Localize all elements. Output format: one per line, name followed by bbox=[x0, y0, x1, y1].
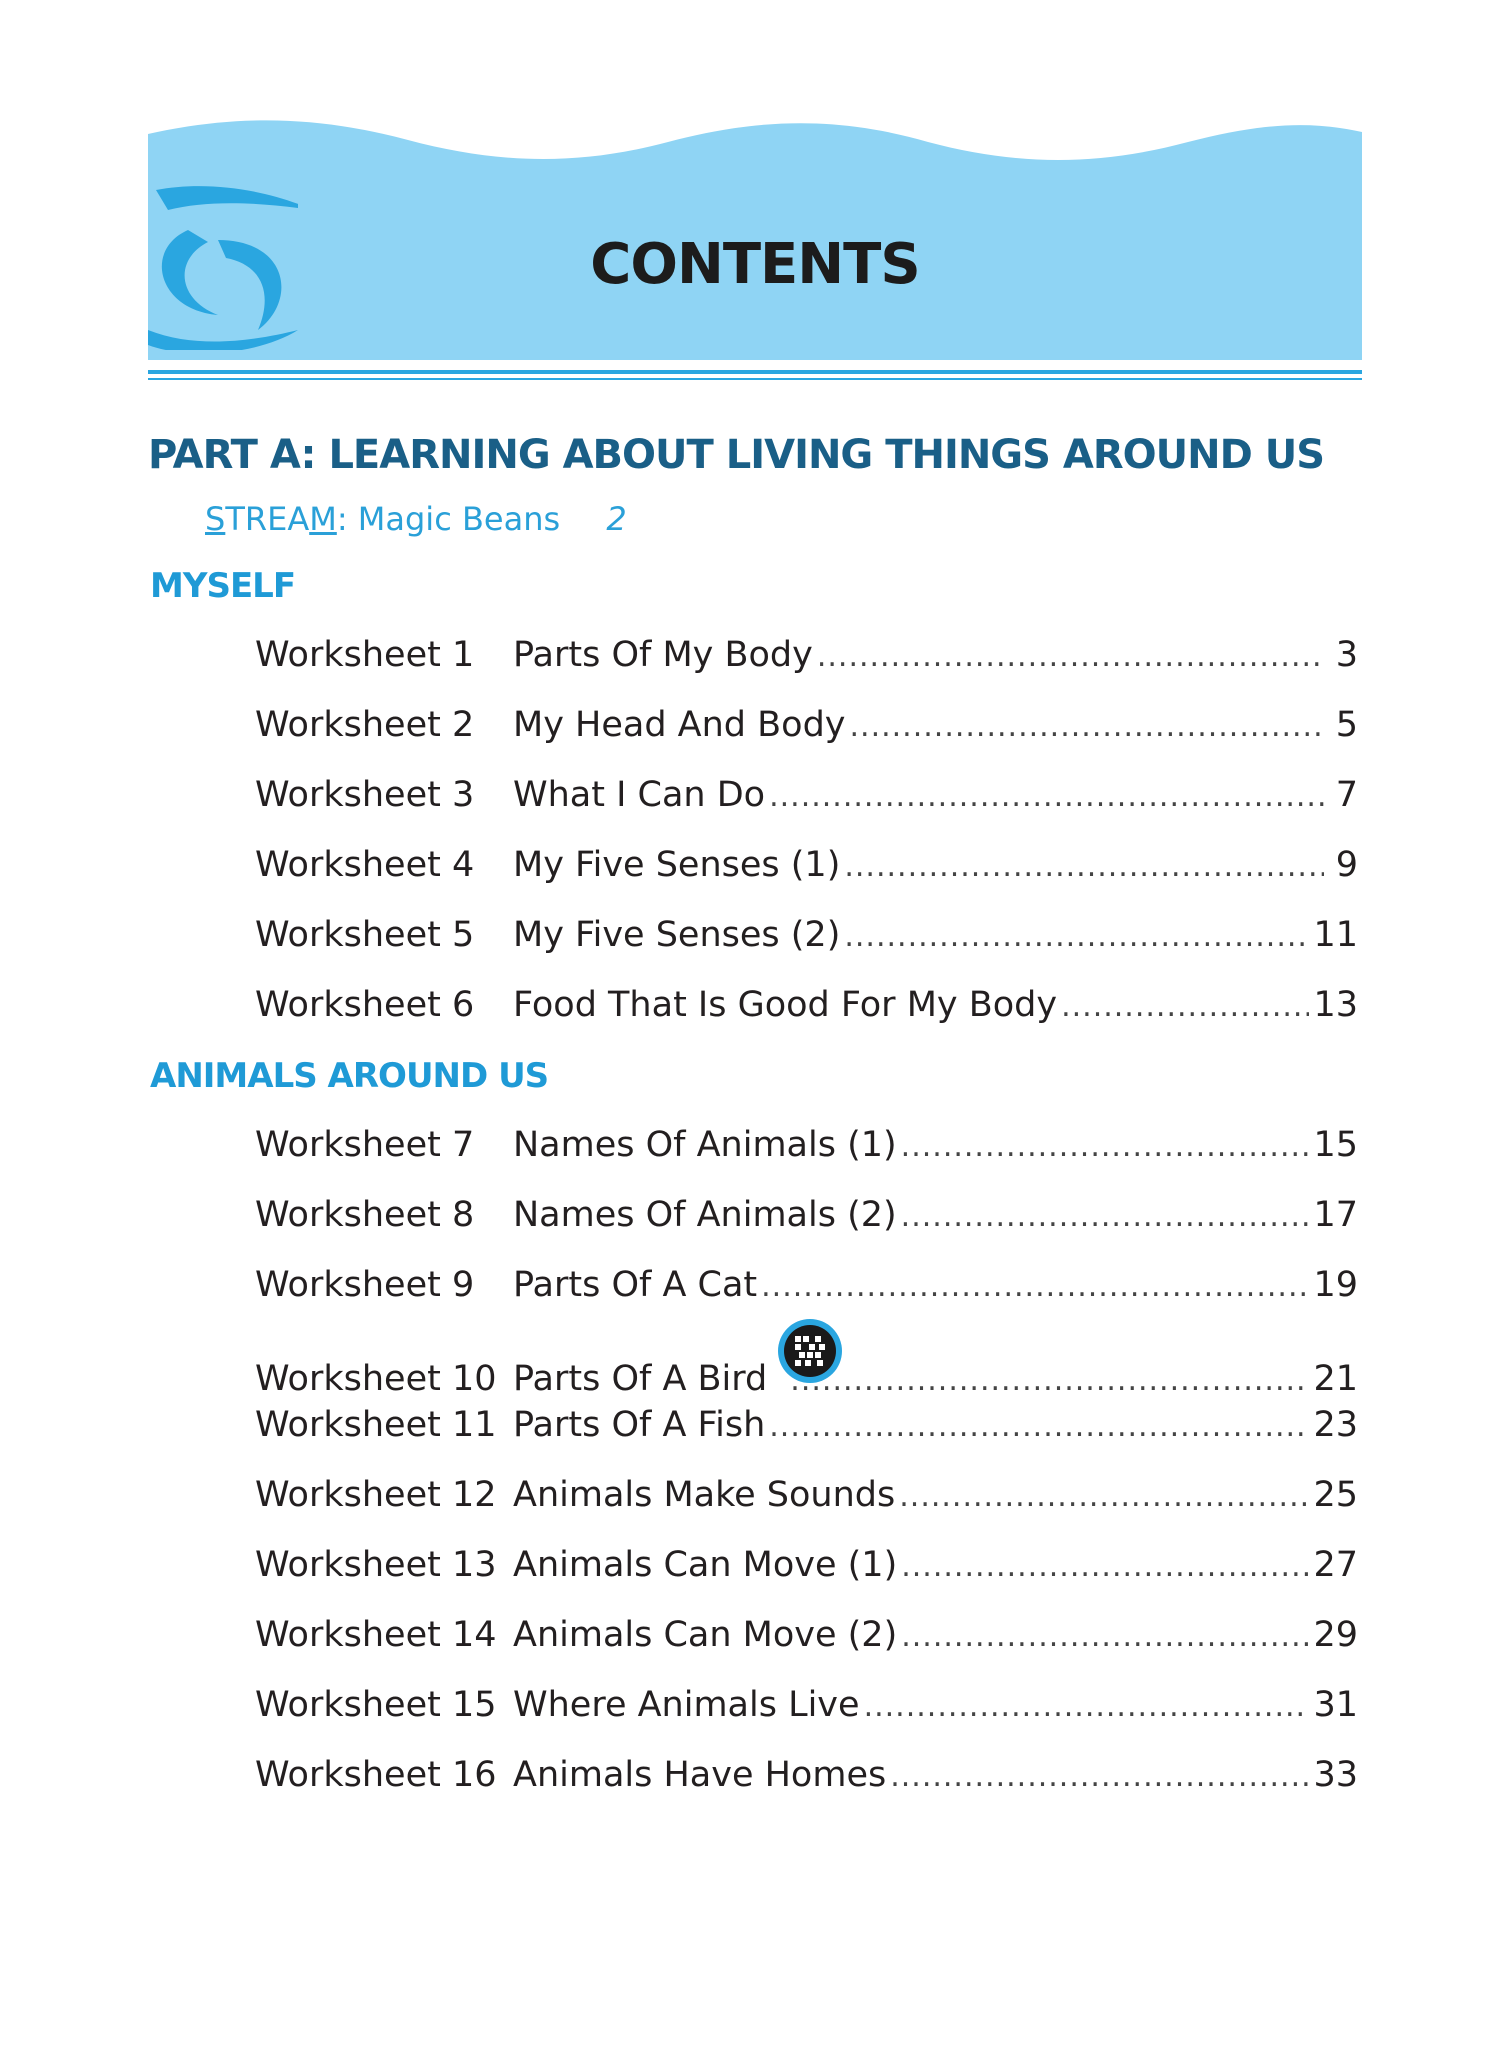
dot-leader bbox=[899, 1462, 1309, 1532]
worksheet-label: Worksheet 14 bbox=[255, 1615, 497, 1655]
page-title: CONTENTS bbox=[590, 232, 920, 297]
stream-letter-s: S bbox=[205, 500, 226, 538]
page-number: 27 bbox=[1313, 1545, 1358, 1585]
section-animals-list bbox=[255, 1110, 1358, 1810]
dot-leader bbox=[850, 692, 1325, 762]
worksheet-title: Names Of Animals (1) bbox=[513, 1125, 897, 1165]
worksheet-title: Animals Make Sounds bbox=[513, 1475, 896, 1515]
toc-row[interactable] bbox=[255, 1670, 1358, 1740]
worksheet-title: Animals Can Move (2) bbox=[513, 1615, 898, 1655]
worksheet-title: My Head And Body bbox=[513, 705, 846, 745]
toc-row[interactable] bbox=[255, 1110, 1358, 1180]
worksheet-label: Worksheet 7 bbox=[255, 1125, 475, 1165]
dot-leader bbox=[901, 1182, 1310, 1252]
page-number: 21 bbox=[1313, 1359, 1358, 1399]
dot-leader bbox=[844, 902, 1309, 972]
page-number: 13 bbox=[1313, 985, 1358, 1025]
dot-leader bbox=[1061, 972, 1309, 1042]
dot-leader bbox=[864, 1672, 1310, 1742]
toc-row[interactable] bbox=[255, 1740, 1358, 1810]
qr-code-icon[interactable] bbox=[767, 1320, 786, 1390]
worksheet-label: Worksheet 13 bbox=[255, 1545, 497, 1585]
toc-row[interactable] bbox=[255, 1250, 1358, 1320]
section-heading-animals: ANIMALS AROUND US bbox=[150, 1056, 549, 1096]
toc-row[interactable] bbox=[255, 830, 1358, 900]
worksheet-label: Worksheet 11 bbox=[255, 1405, 497, 1445]
page-number: 23 bbox=[1313, 1405, 1358, 1445]
toc-row[interactable] bbox=[255, 970, 1358, 1040]
stream-letter-t: T bbox=[225, 500, 245, 538]
worksheet-label: Worksheet 8 bbox=[255, 1195, 475, 1235]
page-number: 3 bbox=[1335, 635, 1358, 675]
toc-row[interactable] bbox=[255, 1390, 1358, 1460]
toc-row[interactable] bbox=[255, 1530, 1358, 1600]
stream-page: 2 bbox=[606, 500, 627, 538]
toc-row[interactable] bbox=[255, 620, 1358, 690]
worksheet-title: Food That Is Good For My Body bbox=[513, 985, 1058, 1025]
worksheet-title: Parts Of My Body bbox=[513, 635, 813, 675]
dot-leader bbox=[769, 1392, 1309, 1462]
dot-leader bbox=[844, 832, 1324, 902]
page-number: 29 bbox=[1313, 1615, 1358, 1655]
page-number: 15 bbox=[1313, 1125, 1358, 1165]
page-number: 17 bbox=[1313, 1195, 1358, 1235]
worksheet-title: Animals Can Move (1) bbox=[513, 1545, 898, 1585]
page-number: 7 bbox=[1335, 775, 1358, 815]
worksheet-title: My Five Senses (2) bbox=[513, 915, 841, 955]
worksheet-label: Worksheet 3 bbox=[255, 775, 475, 815]
worksheet-label: Worksheet 4 bbox=[255, 845, 475, 885]
toc-row[interactable] bbox=[255, 1460, 1358, 1530]
worksheet-title: Names Of Animals (2) bbox=[513, 1195, 897, 1235]
page-number: 25 bbox=[1313, 1475, 1358, 1515]
worksheet-title: Animals Have Homes bbox=[513, 1755, 887, 1795]
part-heading: PART A: LEARNING ABOUT LIVING THINGS AROUND US bbox=[148, 432, 1325, 478]
worksheet-label: Worksheet 16 bbox=[255, 1755, 497, 1795]
section-heading-myself: MYSELF bbox=[150, 566, 296, 606]
stream-letter-m: M bbox=[309, 500, 337, 538]
dot-leader bbox=[890, 1742, 1309, 1812]
worksheet-title: My Five Senses (1) bbox=[513, 845, 841, 885]
stream-label: Magic Beans bbox=[357, 500, 561, 538]
toc-row[interactable] bbox=[255, 690, 1358, 760]
toc-row[interactable] bbox=[255, 900, 1358, 970]
dot-leader bbox=[901, 1532, 1309, 1602]
toc-row[interactable] bbox=[255, 760, 1358, 830]
worksheet-title: What I Can Do bbox=[513, 775, 766, 815]
worksheet-label: Worksheet 12 bbox=[255, 1475, 497, 1515]
worksheet-label: Worksheet 10 bbox=[255, 1359, 497, 1399]
stream-entry[interactable] bbox=[205, 500, 627, 538]
worksheet-title: Parts Of A Cat bbox=[513, 1265, 758, 1305]
page-number: 11 bbox=[1313, 915, 1358, 955]
dot-leader bbox=[769, 762, 1324, 832]
worksheet-label: Worksheet 9 bbox=[255, 1265, 475, 1305]
worksheet-label: Worksheet 6 bbox=[255, 985, 475, 1025]
worksheet-label: Worksheet 1 bbox=[255, 635, 475, 675]
dot-leader bbox=[817, 622, 1324, 692]
page-number: 19 bbox=[1313, 1265, 1358, 1305]
worksheet-title: Where Animals Live bbox=[513, 1685, 860, 1725]
worksheet-label: Worksheet 15 bbox=[255, 1685, 497, 1725]
worksheet-label: Worksheet 2 bbox=[255, 705, 475, 745]
stream-colon: : bbox=[336, 500, 348, 538]
page-number: 5 bbox=[1335, 705, 1358, 745]
dot-leader bbox=[901, 1602, 1309, 1672]
stream-letters-rea: REA bbox=[244, 500, 310, 538]
toc-row[interactable] bbox=[255, 1600, 1358, 1670]
page-number: 9 bbox=[1335, 845, 1358, 885]
worksheet-label: Worksheet 5 bbox=[255, 915, 475, 955]
toc-row[interactable] bbox=[255, 1180, 1358, 1250]
dot-leader bbox=[901, 1112, 1310, 1182]
toc-row[interactable] bbox=[255, 1320, 1358, 1399]
page-number: 33 bbox=[1313, 1755, 1358, 1795]
worksheet-title: Parts Of A Fish bbox=[513, 1405, 766, 1445]
page-number: 31 bbox=[1313, 1685, 1358, 1725]
worksheet-title: Parts Of A Bird bbox=[513, 1359, 768, 1399]
dot-leader bbox=[761, 1252, 1309, 1322]
section-myself-list bbox=[255, 620, 1358, 1040]
